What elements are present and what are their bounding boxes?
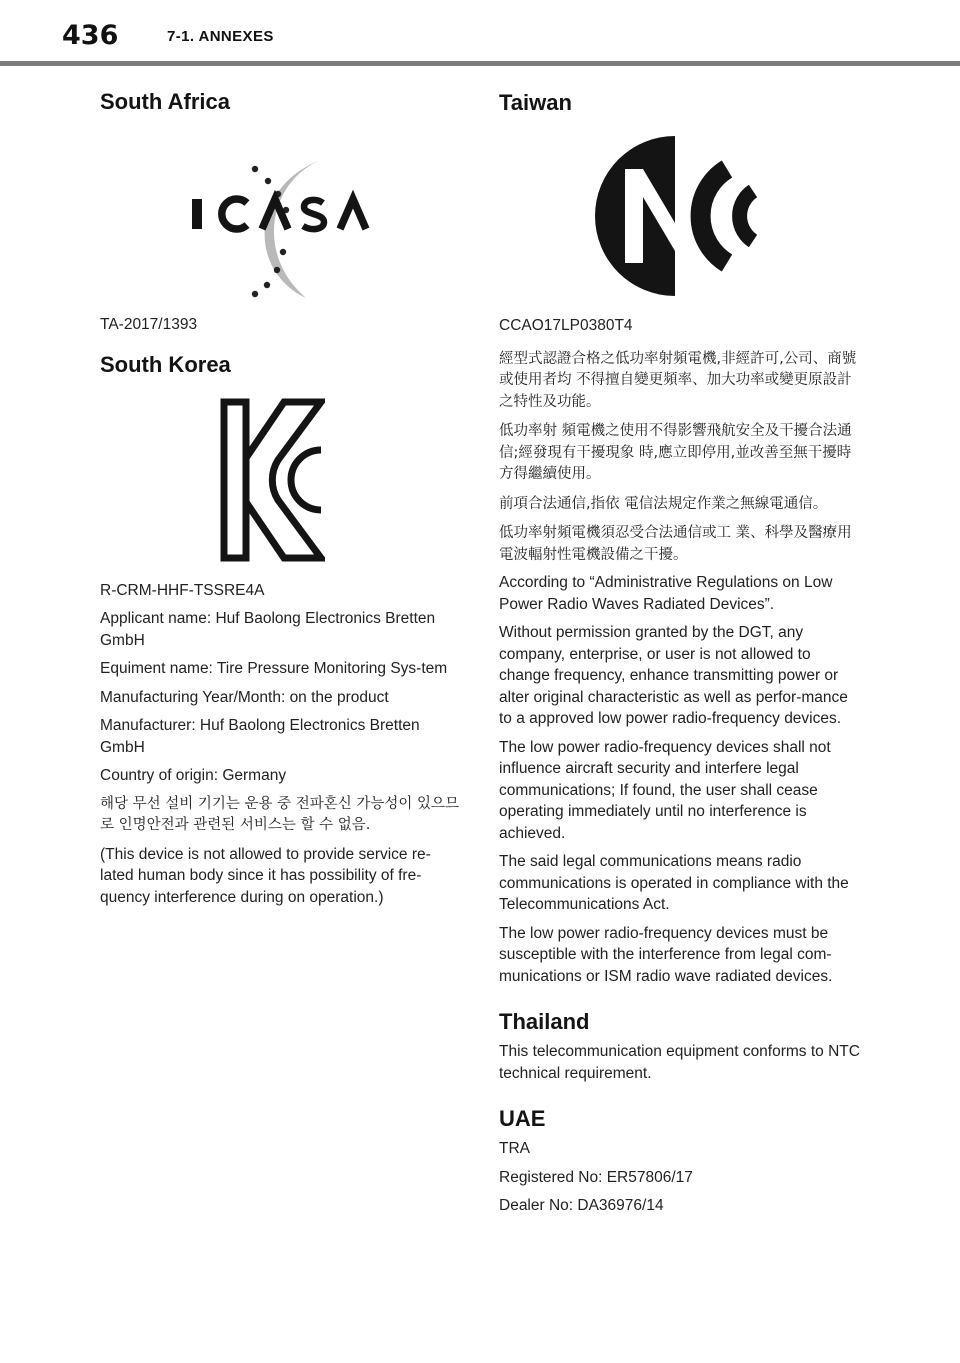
tw-english-paragraph: According to “Administrative Regulations on Low Power Radio Waves Radiated Devices”. [499, 574, 833, 613]
kc-manufacturing-date: Manufacturing Year/Month: on the product [100, 688, 389, 706]
kc-applicant-name: Applicant name: Huf Baolong Electronics Bretten GmbH [100, 610, 436, 649]
thailand-statement: This telecommunication equipment conforms to NTC technical requirement. [499, 1043, 860, 1082]
tw-chinese-paragraph: 低功率射 頻電機之使用不得影響飛航安全及干擾合法通信;經發現有干擾現象 時,應立即停用,並改善至無干擾時方得繼續使用。 [499, 423, 852, 482]
kc-equipment-name: Equiment name: Tire Pressure Monitoring Sys-tem [100, 660, 448, 677]
heading-taiwan: Taiwan [499, 90, 572, 115]
kc-registration-code: R-CRM-HHF-TSSRE4A [100, 581, 265, 599]
heading-south-korea: South Korea [100, 351, 231, 377]
section-south-africa [100, 89, 460, 336]
uae-registered-number: Registered No: ER57806/17 [499, 1168, 693, 1186]
section-thailand [499, 1009, 864, 1084]
tw-english-paragraph: The low power radio-frequency devices must be susceptible with the interference from legal com-munications or ISM radio wave radiated devices. [499, 924, 833, 985]
left-column [100, 80, 460, 908]
tw-chinese-paragraph: 前項合法通信,指依 電信法規定作業之無線電通信。 [499, 495, 828, 512]
icasa-logo [190, 127, 390, 302]
header-divider [0, 61, 960, 66]
tw-chinese-paragraph: 低功率射頻電機須忍受合法通信或工 業、科學及醫療用電波輻射性電機設備之干擾。 [499, 525, 852, 563]
right-column [499, 80, 864, 1217]
section-taiwan [499, 90, 864, 987]
tw-chinese-paragraph: 經型式認證合格之低功率射頻電機,非經許可,公司、商號或使用者均 不得擅自變更頻率、加大功率或變更原設計之特性及功能。 [499, 350, 857, 410]
kc-mark-logo [220, 398, 325, 562]
kc-country-of-origin: Country of origin: Germany [100, 767, 287, 784]
ncc-logo [595, 133, 761, 299]
tw-english-paragraph: The low power radio-frequency devices shall not influence aircraft security and interfere legal communications; If found, the user shall cease operating immediately until no interference is achieved. [499, 738, 831, 842]
heading-south-africa: South Africa [100, 89, 230, 114]
heading-uae: UAE [499, 1106, 546, 1131]
page-header [0, 0, 960, 68]
tw-english-paragraph: The said legal communications means radio communications is operated in compliance with the Telecommunications Act. [499, 853, 849, 913]
section-south-korea [100, 352, 460, 909]
tw-english-paragraph: Without permission granted by the DGT, any company, enterprise, or user is not allowed to change frequency, enhance transmitting power or alter original characteristic as well as perfor-mance to a approved low power radio-frequency devices. [499, 624, 848, 727]
icasa-code: TA-2017/1393 [100, 316, 198, 333]
page-number: 436 [62, 20, 119, 51]
uae-dealer-number: Dealer No: DA36976/14 [499, 1197, 664, 1214]
kc-manufacturer: Manufacturer: Huf Baolong Electronics Bretten GmbH [100, 717, 420, 756]
kc-korean-notice: 해당 무선 설비 기기는 운용 중 전파혼신 가능성이 있으므로 인명안전과 관련된 서비스는 할 수 없음. [100, 795, 460, 833]
chapter-title: 7-1. ANNEXES [167, 28, 274, 45]
section-uae [499, 1106, 864, 1217]
ncc-code: CCAO17LP0380T4 [499, 317, 633, 334]
heading-thailand: Thailand [499, 1009, 590, 1034]
kc-english-notice: (This device is not allowed to provide service re-lated human body since it has possibility of fre-quency interference during on operation.) [100, 845, 431, 906]
uae-authority: TRA [499, 1140, 530, 1157]
